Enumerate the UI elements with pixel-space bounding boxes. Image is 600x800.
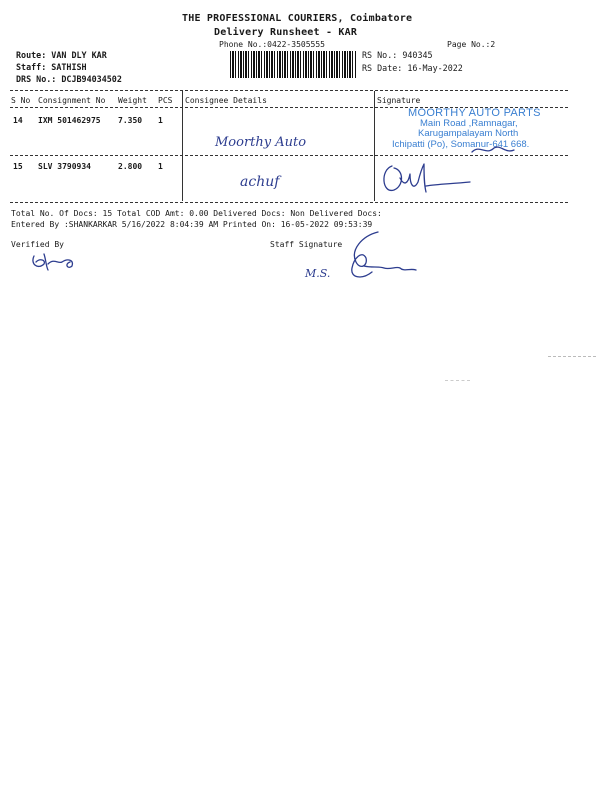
phone-number: Phone No.:0422-3505555	[219, 40, 325, 49]
table-cell-consignment: SLV 3790934	[38, 162, 91, 171]
route-label: Route: VAN DLY KAR	[16, 50, 107, 60]
rs-date: RS Date: 16-May-2022	[362, 63, 463, 73]
scan-mark	[548, 356, 596, 357]
column-divider	[182, 91, 183, 201]
table-cell-pcs: 1	[158, 116, 163, 125]
drs-number: DRS No.: DCJB94034502	[16, 74, 122, 84]
svg-text:Moorthy Auto: Moorthy Auto	[215, 135, 307, 150]
consignee-handwriting	[238, 168, 318, 194]
column-divider	[374, 91, 375, 201]
page-number: Page No.:2	[447, 40, 496, 49]
verified-by-label: Verified By	[11, 240, 64, 249]
svg-text:M.S.: M.S.	[305, 267, 331, 280]
verifier-signature	[28, 250, 88, 274]
table-bottom-rule	[10, 202, 568, 203]
column-header-sno: S No	[11, 96, 31, 105]
table-cell-consignment: IXM 501462975	[38, 116, 101, 125]
stamp-line: Karugampalayam North	[418, 128, 519, 139]
scan-mark	[445, 380, 470, 381]
column-header-consignee: Consignee Details	[185, 96, 267, 105]
barcode	[230, 51, 357, 78]
totals-line: Total No. Of Docs: 15 Total COD Amt: 0.00 Delivered Docs: Non Delivered Docs:	[11, 209, 382, 218]
stamp-line: Main Road ,Ramnagar,	[420, 117, 518, 129]
table-cell-weight: 7.350	[118, 116, 143, 125]
column-header-signature: Signature	[377, 96, 421, 105]
column-header-consignment: Consignment No	[38, 96, 106, 105]
company-title: THE PROFESSIONAL COURIERS, Coimbatore	[182, 13, 413, 24]
runsheet-title: Delivery Runsheet - KAR	[214, 27, 358, 38]
table-cell-pcs: 1	[158, 162, 163, 171]
svg-text:achuf: achuf	[240, 174, 280, 190]
consignee-handwriting	[213, 128, 343, 154]
stamp-overwrite-signature	[470, 142, 530, 158]
column-header-pcs: PCS	[158, 96, 173, 105]
receiver-signature	[378, 160, 478, 200]
staff-signature-label: Staff Signature	[270, 240, 343, 249]
staff-label: Staff: SATHISH	[16, 62, 87, 72]
stamp-line: Ichipatti (Po), Somanur-641 668.	[392, 138, 530, 150]
table-cell-sno: 15	[13, 162, 23, 171]
column-header-weight: Weight	[118, 96, 147, 105]
entered-by-line: Entered By :SHANKARKAR 5/16/2022 8:04:39 AM Printed On: 16-05-2022 09:53:39	[11, 220, 373, 229]
table-cell-weight: 2.800	[118, 162, 143, 171]
staff-signature	[300, 228, 430, 284]
rs-number: RS No.: 940345	[362, 50, 433, 60]
stamp-line: MOORTHY AUTO PARTS	[408, 107, 541, 119]
table-cell-sno: 14	[13, 116, 23, 125]
table-top-rule	[10, 90, 568, 91]
